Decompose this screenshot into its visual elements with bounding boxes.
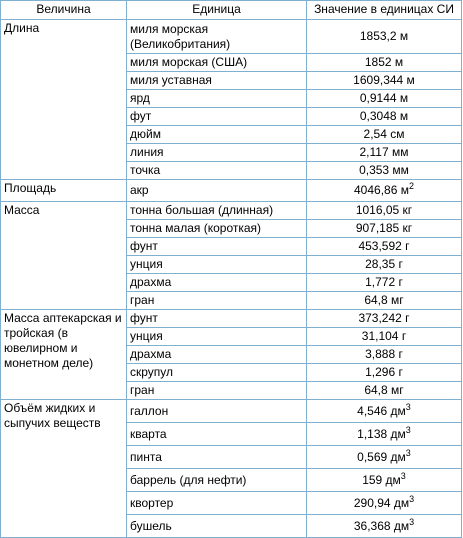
table-body [1,20,462,538]
unit-cell: драхма [127,274,307,292]
si-value-text: 64,8 мг [364,383,404,397]
unit-cell: галлон [127,400,307,423]
si-value-text: 2,54 см [363,127,405,141]
unit-cell: драхма [127,346,307,364]
si-value-text: 36,368 дм [353,518,410,533]
si-value-cell [307,310,462,328]
unit-cell: фунт [127,238,307,256]
si-value-cell [307,108,462,126]
header-si-value: Значение в единицах СИ [307,1,462,20]
unit-cell: бушель [127,515,307,538]
si-value-cell [307,346,462,364]
exponent-superscript: 3 [409,493,415,504]
si-value-text: 373,242 г [358,311,410,325]
si-value-text: 1,296 г [365,365,403,379]
unit-cell: кварта [127,423,307,446]
table-row [1,400,462,423]
unit-cell: унция [127,256,307,274]
unit-cell: дюйм [127,126,307,144]
si-value-text: 159 дм [362,472,401,487]
header-quantity: Величина [1,1,127,20]
si-value-text: 290,94 дм [353,495,410,510]
unit-cell: тонна большая (длинная) [127,202,307,220]
unit-cell: фунт [127,310,307,328]
si-value-text: 31,104 г [361,329,407,343]
si-value-text: 1852 м [364,55,404,69]
si-value-cell [307,90,462,108]
si-value-text: 2,117 мм [359,145,409,159]
si-value-cell [307,202,462,220]
si-value-text: 1853,2 м [359,29,409,43]
si-value-text: 0,353 мм [359,163,409,177]
exponent-superscript: 3 [405,424,411,435]
unit-cell: баррель (для нефти) [127,469,307,492]
table-row [1,202,462,220]
si-value-cell [307,54,462,72]
table-row [1,20,462,54]
unit-cell: миля морская (Великобритания) [127,20,307,54]
si-value-cell [307,180,462,202]
unit-cell: гран [127,382,307,400]
si-value-text: 4,546 дм [357,403,406,418]
quantity-cell: Объём жидких и сыпучих веществ [1,400,127,538]
si-value-cell [307,492,462,515]
si-value-cell [307,515,462,538]
si-value-cell [307,446,462,469]
si-value-text: 1016,05 кг [355,203,413,217]
si-value-text: 453,592 г [358,239,410,253]
si-value-cell [307,256,462,274]
unit-cell: скрупул [127,364,307,382]
table-row [1,310,462,328]
unit-cell: тонна малая (короткая) [127,220,307,238]
si-value-cell [307,328,462,346]
si-value-cell [307,238,462,256]
unit-cell: акр [127,180,307,202]
si-value-text: 0,9144 м [359,91,409,105]
exponent-superscript: 3 [405,447,411,458]
unit-cell: миля уставная [127,72,307,90]
si-value-text: 1,772 г [365,275,403,289]
exponent-superscript: 3 [400,470,406,481]
header-unit: Единица [127,1,307,20]
si-value-text: 1609,344 м [353,73,415,87]
exponent-superscript: 3 [405,401,411,412]
exponent-superscript: 3 [409,516,415,527]
si-value-cell [307,274,462,292]
si-value-cell [307,144,462,162]
si-value-text: 3,888 г [365,347,403,361]
si-value-text: 0,569 дм [357,449,406,464]
unit-cell: линия [127,144,307,162]
si-value-cell [307,162,462,180]
si-value-cell [307,364,462,382]
si-value-cell [307,220,462,238]
unit-cell: пинта [127,446,307,469]
si-value-cell [307,20,462,54]
si-value-cell [307,72,462,90]
unit-cell: миля морская (США) [127,54,307,72]
unit-cell: гран [127,292,307,310]
si-value-text: 0,3048 м [359,109,409,123]
si-value-text: 4046,86 м [354,183,409,197]
si-value-cell [307,400,462,423]
header-row [1,1,462,20]
unit-cell: ярд [127,90,307,108]
si-value-text: 28,35 г [365,257,403,271]
quantity-cell: Масса аптекарская и тройская (в ювелирном и монетном деле) [1,310,127,400]
quantity-cell: Площадь [1,180,127,202]
si-value-cell [307,423,462,446]
si-value-text: 907,185 кг [355,221,413,235]
si-value-cell [307,469,462,492]
unit-cell: фут [127,108,307,126]
quantity-cell: Длина [1,20,127,180]
exponent-superscript: 2 [408,181,414,191]
unit-cell: унция [127,328,307,346]
table-row [1,180,462,202]
quantity-cell: Масса [1,202,127,310]
si-value-cell [307,126,462,144]
unit-cell: точка [127,162,307,180]
si-value-cell [307,382,462,400]
si-value-text: 1,138 дм [357,426,406,441]
si-value-cell [307,292,462,310]
unit-cell: квортер [127,492,307,515]
si-value-text: 64,8 мг [364,293,404,307]
